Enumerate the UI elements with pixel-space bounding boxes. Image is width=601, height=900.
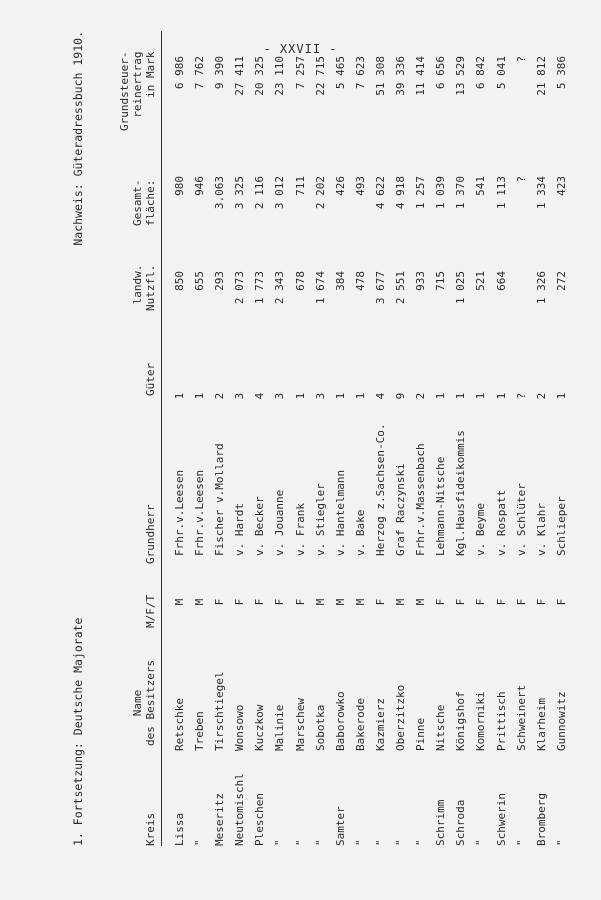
cell-mft: F [213, 598, 227, 606]
cell-ges: 1 334 [534, 176, 548, 210]
header-source: Nachweis: Güteradressbuch 1910. [71, 31, 85, 246]
cell-gut: 2 [534, 392, 548, 400]
cell-mft: F [534, 598, 548, 606]
cell-mft: F [233, 598, 247, 606]
cell-herr: v. Frank [293, 503, 307, 556]
cell-grund: 7 623 [353, 56, 367, 90]
cell-land: 272 [554, 271, 568, 291]
col-name [131, 660, 157, 746]
cell-land: 933 [414, 271, 428, 291]
cell-kreis: Meseritz [213, 793, 227, 846]
cell-name: Prittisch [494, 691, 508, 751]
cell-ges: 541 [474, 176, 488, 196]
cell-gut: ? [514, 392, 528, 400]
cell-kreis: Bromberg [534, 793, 548, 846]
cell-land: 715 [434, 271, 448, 291]
cell-gut: 9 [394, 392, 408, 400]
cell-herr: Frhr.v.Leesen [193, 469, 207, 556]
cell-name: Kazmierz [373, 698, 387, 751]
cell-land: 2 073 [233, 271, 247, 305]
cell-grund: 27 411 [233, 56, 247, 96]
cell-kreis: " [373, 839, 387, 846]
cell-name: Wonsowo [233, 704, 247, 751]
cell-grund: 5 386 [554, 56, 568, 90]
cell-land: 1 674 [313, 271, 327, 305]
cell-herr: v. Stiegler [313, 483, 327, 556]
cell-kreis: " [414, 839, 428, 846]
cell-kreis: " [193, 839, 207, 846]
cell-ges: 1 257 [414, 176, 428, 210]
col-landw-l2: Nutzfl. [144, 264, 157, 311]
col-landw [131, 265, 157, 311]
table-row [193, 31, 213, 846]
cell-herr: Frhr.v.Leesen [173, 469, 186, 556]
cell-land: 1 773 [253, 271, 267, 305]
cell-ges: 1 039 [434, 176, 448, 210]
col-grund-l2: reinertrag [131, 51, 144, 118]
cell-kreis: " [394, 839, 408, 846]
cell-grund: 6 986 [173, 56, 186, 90]
cell-name: Königshof [454, 691, 468, 751]
cell-name: Marschew [293, 698, 307, 751]
cell-mft: F [293, 598, 307, 606]
cell-grund: 9 390 [213, 56, 227, 90]
cell-name: Tirschtiegel [213, 671, 227, 751]
cell-herr: Kgl.Hausfideikommis [454, 430, 468, 556]
cell-gut: 1 [454, 392, 468, 400]
cell-grund: ? [514, 56, 528, 63]
table-row [354, 31, 374, 846]
page-header [71, 31, 89, 846]
cell-kreis: " [514, 839, 528, 846]
cell-ges: 980 [173, 176, 186, 196]
cell-herr: v. Hantelmann [333, 469, 347, 556]
cell-grund: 13 529 [454, 56, 468, 96]
cell-mft: F [454, 598, 468, 606]
cell-ges: 2 116 [253, 176, 267, 210]
cell-land: 655 [193, 271, 207, 291]
cell-gut: 1 [333, 392, 347, 400]
cell-name: Treben [193, 711, 207, 751]
col-gueter: Güter [144, 362, 157, 396]
table-row [495, 31, 515, 846]
cell-ges: 3 012 [273, 176, 287, 210]
cell-mft: F [514, 598, 528, 606]
cell-herr: Herzog z.Sachsen-Co. [373, 423, 387, 556]
col-grundherr: Grundherr [144, 504, 157, 564]
cell-name: Gunnowitz [554, 691, 568, 751]
cell-mft: F [434, 598, 448, 606]
cell-mft: F [253, 598, 267, 606]
cell-mft: F [474, 598, 488, 606]
cell-gut: 4 [253, 392, 267, 400]
cell-gut: 1 [173, 392, 186, 400]
cell-name: Baborowko [333, 691, 347, 751]
table-row [233, 31, 253, 846]
table-row [454, 31, 474, 846]
cell-mft: F [494, 598, 508, 606]
cell-herr: v. Jouanne [273, 489, 287, 556]
cell-ges: 711 [293, 176, 307, 196]
cell-gut: 1 [353, 392, 367, 400]
table-row [314, 31, 334, 846]
cell-ges: 3 325 [233, 176, 247, 210]
cell-grund: 7 762 [193, 56, 207, 90]
cell-herr: Fischer v.Mollard [213, 443, 227, 556]
cell-land: 678 [293, 271, 307, 291]
cell-mft: M [333, 598, 347, 606]
table-body [173, 31, 575, 846]
header-rule [161, 31, 162, 846]
col-grundsteuer [118, 52, 157, 131]
table-row [434, 31, 454, 846]
cell-grund: 20 325 [253, 56, 267, 96]
cell-ges: 493 [353, 176, 367, 196]
table-row [294, 31, 314, 846]
cell-name: Klarheim [534, 698, 548, 751]
cell-ges: 3.063 [213, 176, 227, 210]
cell-grund: 6 656 [434, 56, 448, 90]
cell-grund: 23 110 [273, 56, 287, 96]
cell-mft: F [373, 598, 387, 606]
col-gesamt-l2: fläche: [144, 179, 157, 226]
col-landw-l1: landw. [131, 264, 144, 305]
cell-name: Schweinert [514, 684, 528, 751]
cell-land: 850 [173, 271, 186, 291]
cell-kreis: " [293, 839, 307, 846]
table-row [213, 31, 233, 846]
cell-mft: M [313, 598, 327, 606]
cell-kreis: Lissa [173, 812, 186, 846]
cell-herr: v. Hardt [233, 503, 247, 556]
cell-land: 1 326 [534, 271, 548, 305]
cell-land: 1 025 [454, 271, 468, 305]
cell-kreis: Neutomischl [233, 773, 247, 846]
cell-grund: 7 257 [293, 56, 307, 90]
cell-name: Bakerode [353, 698, 367, 751]
cell-ges: 1 113 [494, 176, 508, 210]
cell-herr: v. Schlüter [514, 483, 528, 556]
table-row [253, 31, 273, 846]
cell-herr: Schlieper [554, 496, 568, 556]
cell-land: 2 343 [273, 271, 287, 305]
cell-name: Komorniki [474, 691, 488, 751]
cell-gut: 1 [434, 392, 448, 400]
cell-mft: M [193, 598, 207, 606]
cell-ges: 4 918 [394, 176, 408, 210]
table-row [414, 31, 434, 846]
cell-kreis: " [353, 839, 367, 846]
cell-gut: 1 [193, 392, 207, 400]
cell-kreis: " [554, 839, 568, 846]
cell-grund: 21 812 [534, 56, 548, 96]
cell-herr: v. Bake [353, 509, 367, 556]
cell-mft: M [414, 598, 428, 606]
cell-herr: v. Becker [253, 496, 267, 556]
cell-mft: M [394, 598, 408, 606]
cell-name: Sobotka [313, 704, 327, 751]
cell-ges: 423 [554, 176, 568, 196]
col-grund-l3: in Mark [144, 51, 157, 98]
cell-ges: 1 370 [454, 176, 468, 210]
cell-kreis: " [273, 839, 287, 846]
cell-gut: 4 [373, 392, 387, 400]
cell-ges: 946 [193, 176, 207, 196]
cell-kreis: Schroda [454, 799, 468, 846]
cell-grund: 51 308 [373, 56, 387, 96]
cell-name: Pinne [414, 717, 428, 751]
column-headers [109, 31, 157, 846]
cell-gut: 3 [313, 392, 327, 400]
cell-name: Retschke [173, 698, 186, 751]
col-name-l2: des Besitzers [144, 659, 157, 746]
col-gesamt-l1: Gesamt- [131, 179, 144, 226]
cell-gut: 1 [474, 392, 488, 400]
cell-mft: F [554, 598, 568, 606]
table-row [535, 31, 555, 846]
cell-land: 293 [213, 271, 227, 291]
table-row [394, 31, 414, 846]
cell-mft: M [173, 598, 186, 606]
cell-ges: 4 622 [373, 176, 387, 210]
cell-herr: v. Rospatt [494, 489, 508, 556]
cell-grund: 5 041 [494, 56, 508, 90]
col-grund-l1: Grundsteuer- [118, 51, 131, 131]
cell-land: 2 551 [394, 271, 408, 305]
col-mft: M/F/T [144, 594, 157, 628]
cell-grund: 11 414 [414, 56, 428, 96]
col-name-l1: Name [131, 689, 144, 717]
cell-land: 521 [474, 271, 488, 291]
header-title: 1. Fortsetzung: Deutsche Majorate [71, 617, 85, 846]
cell-kreis: Schrimm [434, 799, 448, 846]
cell-kreis: Schwerin [494, 793, 508, 846]
cell-grund: 39 336 [394, 56, 408, 96]
cell-land: 478 [353, 271, 367, 291]
cell-kreis: " [313, 839, 327, 846]
cell-ges: 2 202 [313, 176, 327, 210]
rotated-table-page [71, 31, 568, 846]
cell-mft: M [353, 598, 367, 606]
table-row [173, 31, 193, 846]
cell-herr: Frhr.v.Massenbach [414, 443, 428, 556]
table-row [374, 31, 394, 846]
cell-gut: 1 [293, 392, 307, 400]
cell-name: Nitsche [434, 704, 448, 751]
table-row [273, 31, 293, 846]
cell-land: 384 [333, 271, 347, 291]
cell-name: Oberzitzko [394, 684, 408, 751]
cell-gut: 3 [233, 392, 247, 400]
cell-kreis: " [474, 839, 488, 846]
col-kreis: Kreis [144, 812, 157, 846]
cell-herr: v. Beyme [474, 503, 488, 556]
cell-gut: 1 [554, 392, 568, 400]
cell-gut: 1 [494, 392, 508, 400]
cell-gut: 3 [273, 392, 287, 400]
cell-gut: 2 [414, 392, 428, 400]
page-number: - XXVII - [263, 42, 338, 56]
cell-gut: 2 [213, 392, 227, 400]
cell-herr: Lehmann-Nitsche [434, 456, 448, 556]
cell-mft: F [273, 598, 287, 606]
col-gesamt [131, 180, 157, 226]
table-row [474, 31, 494, 846]
cell-herr: Graf Raczynski [394, 463, 408, 556]
table-row [334, 31, 354, 846]
cell-name: Kuczkow [253, 704, 267, 751]
cell-ges: ? [514, 176, 528, 183]
cell-grund: 5 465 [333, 56, 347, 90]
table-row [515, 31, 535, 846]
cell-grund: 22 715 [313, 56, 327, 96]
cell-name: Malinie [273, 704, 287, 751]
cell-land: 664 [494, 271, 508, 291]
cell-kreis: Samter [333, 806, 347, 846]
table-row [555, 31, 575, 846]
cell-herr: v. Klahr [534, 503, 548, 556]
cell-kreis: Pleschen [253, 793, 267, 846]
cell-land: 3 677 [373, 271, 387, 305]
cell-grund: 6 842 [474, 56, 488, 90]
cell-ges: 426 [333, 176, 347, 196]
